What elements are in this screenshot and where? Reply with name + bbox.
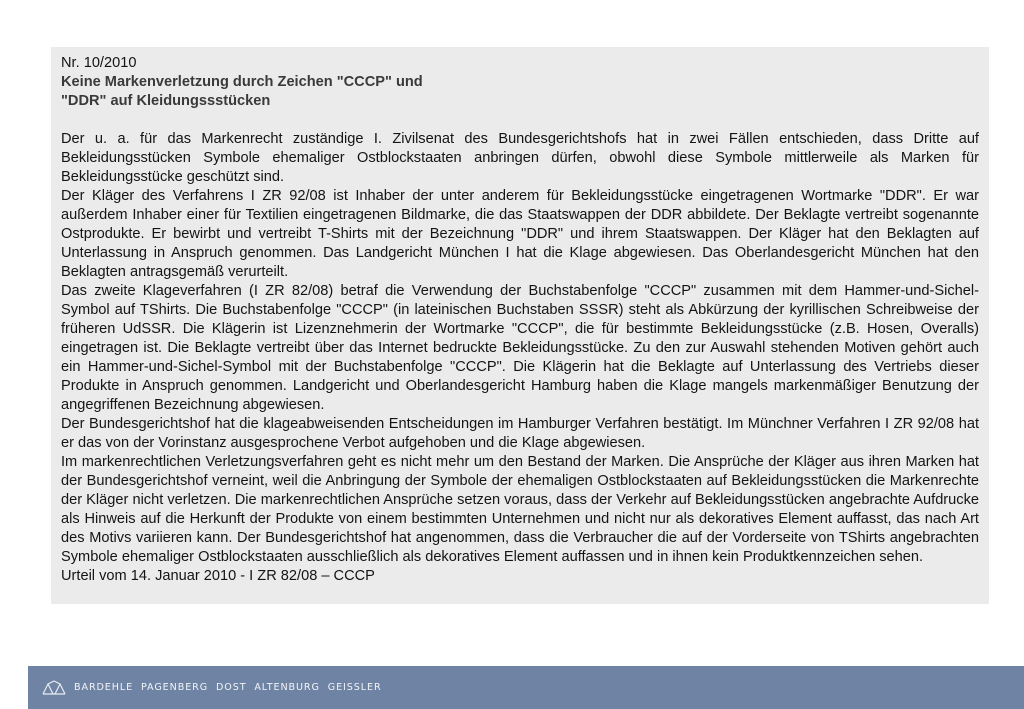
firm-name: BARDEHLE PAGENBERG DOST ALTENBURG GEISSLER [74,682,382,693]
case-reference: Urteil vom 14. Januar 2010 - I ZR 82/08 – CCCP [61,568,375,584]
paragraph-cccp-case: Das zweite Klageverfahren (I ZR 82/08) betraf die Verwendung der Buchstabenfolge "CCCP" zusammen mit dem Hammer-und-Sichel-Symbol auf TShirts. Die Buchstabenfolge "CCCP" (in lateinischen Buchstaben SSSR) steht als Abkürzung der kyrillischen Schreibweise der früheren UdSSR. Die Klägerin ist Lizenznehmerin der Wortmarke "CCCP", die für bestimmte Bekleidungsstücke (z.B. Hosen, Overalls) eingetragen ist. Die Beklagte vertreibt über das Internet bedruckte Bekleidungsstücke. Zu den zur Auswahl stehenden Motiven gehört auch ein Hammer-und-Sichel-Symbol mit der Buchstabenfolge "CCCP". Die Klägerin hat die Beklagte auf Unterlassung des Vertriebs dieser Produkte in Anspruch genommen. Landgericht und Oberlandesgericht Hamburg haben die Klage mangels markenmäßiger Benutzung der angegriffenen Bezeichnung abgewiesen. [61,283,979,413]
footer-bar [28,666,1024,709]
firm-logo-icon [42,680,66,696]
paragraph-ddr-case: Der Kläger des Verfahrens I ZR 92/08 ist Inhaber der unter anderem für Bekleidungsstücke eingetragenen Wortmarke "DDR". Er war außerdem Inhaber einer für Textilien eingetragenen Bildmarke, die das Staatswappen der DDR abbildete. Der Beklagte vertreibt sogenannte Ostprodukte. Er bewirbt und vertreibt T-Shirts mit der Bezeichnung "DDR" und ihrem Staatswappen. Der Kläger hat den Beklagten auf Unterlassung in Anspruch genommen. Das Landgericht München I hat die Klage abgewiesen. Das Oberlandesgericht München hat den Beklagten antragsgemäß verurteilt. [61,188,979,280]
spacer [61,111,979,130]
headline-line-2: "DDR" auf Kleidungssstücken [61,93,271,109]
paragraph-decision: Der Bundesgerichtshof hat die klageabweisenden Entscheidungen im Hamburger Verfahren bestätigt. Im Münchner Verfahren I ZR 92/08 hat er das von der Vorinstanz ausgesprochene Verbot aufgehoben und die Klage abgewiesen. [61,416,979,451]
article-box [51,47,989,604]
paragraph-intro: Der u. a. für das Markenrecht zuständige I. Zivilsenat des Bundesgerichtshofs hat in zwei Fällen entschieden, dass Dritte auf Bekleidungsstücken Symbole ehemaliger Ostblockstaaten anbringen dürfen, obwohl diese Symbole mittlerweile als Marken für Bekleidungsstücke geschützt sind. [61,131,979,185]
headline-line-1: Keine Markenverletzung durch Zeichen "CCCP" und [61,74,423,90]
paragraph-reasoning: Im markenrechtlichen Verletzungsverfahren geht es nicht mehr um den Bestand der Marken. Die Ansprüche der Kläger aus ihren Marken hat der Bundesgerichtshof verneint, weil die Anbringung der Symbole der ehemaligen Ostblockstaaten auf Bekleidungsstücken die Markenrechte der Kläger nicht verletzen. Die markenrechtlichen Ansprüche setzen voraus, dass der Verkehr auf Bekleidungsstücken angebrachte Aufdrucke als Hinweis auf die Herkunft der Produkte von einem bestimmten Unternehmen und nicht nur als dekoratives Element auffasst, das nach Art des Motivs variieren kann. Der Bundesgerichtshof hat angenommen, dass die Verbraucher die auf der Vorderseite von TShirts angebrachten Symbole ehemaliger Ostblockstaaten ausschließlich als dekoratives Element auffassen und in ihnen kein Produktkennzeichen sehen. [61,454,979,565]
issue-number: Nr. 10/2010 [61,55,137,71]
